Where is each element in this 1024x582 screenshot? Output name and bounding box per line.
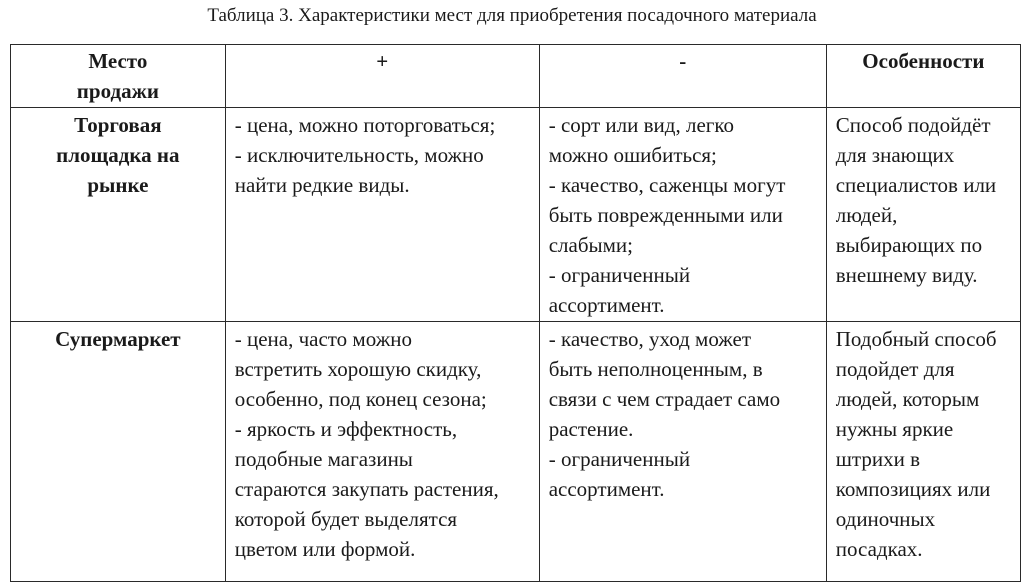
minus-line: быть поврежденными или	[548, 203, 783, 227]
table-row-supermarket	[11, 322, 1021, 582]
features-line: Способ подойдёт	[835, 113, 991, 137]
minus-cell	[539, 108, 826, 322]
features-line: посадках.	[835, 537, 923, 561]
features-line: людей,	[835, 203, 898, 227]
place-cell	[11, 322, 226, 582]
features-line: штрихи в	[835, 447, 920, 471]
place-line: Торговая	[74, 113, 162, 137]
characteristics-table	[10, 44, 1021, 582]
features-cell	[826, 322, 1020, 582]
header-minus-label: -	[679, 49, 687, 73]
place-cell	[11, 108, 226, 322]
minus-line: - сорт или вид, легко	[548, 113, 735, 137]
table-caption: Таблица 3. Характеристики мест для приобретения посадочного материала	[207, 5, 817, 26]
header-place	[11, 45, 226, 108]
features-line: людей, которым	[835, 387, 980, 411]
features-line: подойдет для	[835, 357, 955, 381]
plus-cell	[225, 322, 539, 582]
plus-line: - яркость и эффектность,	[234, 417, 458, 441]
plus-line: - цена, можно поторговаться;	[234, 113, 496, 137]
table-row-market	[11, 108, 1021, 322]
header-features	[826, 45, 1020, 108]
minus-line: связи с чем страдает само	[548, 387, 781, 411]
header-plus-label: +	[376, 49, 389, 73]
minus-line: слабыми;	[548, 233, 633, 257]
place-line: рынке	[87, 173, 149, 197]
features-line: внешнему виду.	[835, 263, 978, 287]
header-plus	[225, 45, 539, 108]
features-cell	[826, 108, 1020, 322]
minus-line: ассортимент.	[548, 293, 665, 317]
plus-line: особенно, под конец сезона;	[234, 387, 487, 411]
plus-line: цветом или формой.	[234, 537, 416, 561]
minus-line: быть неполноценным, в	[548, 357, 763, 381]
minus-line: - ограниченный	[548, 263, 691, 287]
place-line: Супермаркет	[55, 327, 181, 351]
features-line: одиночных	[835, 507, 936, 531]
plus-line: которой будет выделятся	[234, 507, 458, 531]
minus-line: - качество, уход может	[548, 327, 752, 351]
minus-line: растение.	[548, 417, 634, 441]
plus-line: - цена, часто можно	[234, 327, 412, 351]
minus-line: можно ошибиться;	[548, 143, 717, 167]
features-line: специалистов или	[835, 173, 997, 197]
features-line: выбирающих по	[835, 233, 983, 257]
features-line: Подобный способ	[835, 327, 997, 351]
minus-cell	[539, 322, 826, 582]
table-header-row	[11, 45, 1021, 108]
plus-line: найти редкие виды.	[234, 173, 410, 197]
minus-line: - качество, саженцы могут	[548, 173, 786, 197]
plus-line: стараются закупать растения,	[234, 477, 499, 501]
header-minus	[539, 45, 826, 108]
plus-line: - исключительность, можно	[234, 143, 484, 167]
features-line: композициях или	[835, 477, 991, 501]
plus-cell	[225, 108, 539, 322]
plus-line: подобные магазины	[234, 447, 413, 471]
header-place-line: Место	[88, 49, 148, 73]
minus-line: - ограниченный	[548, 447, 691, 471]
features-line: для знающих	[835, 143, 955, 167]
minus-line: ассортимент.	[548, 477, 665, 501]
plus-line: встретить хорошую скидку,	[234, 357, 482, 381]
header-features-label: Особенности	[862, 49, 985, 73]
features-line: нужны яркие	[835, 417, 954, 441]
place-line: площадка на	[56, 143, 180, 167]
header-place-line: продажи	[76, 79, 159, 103]
